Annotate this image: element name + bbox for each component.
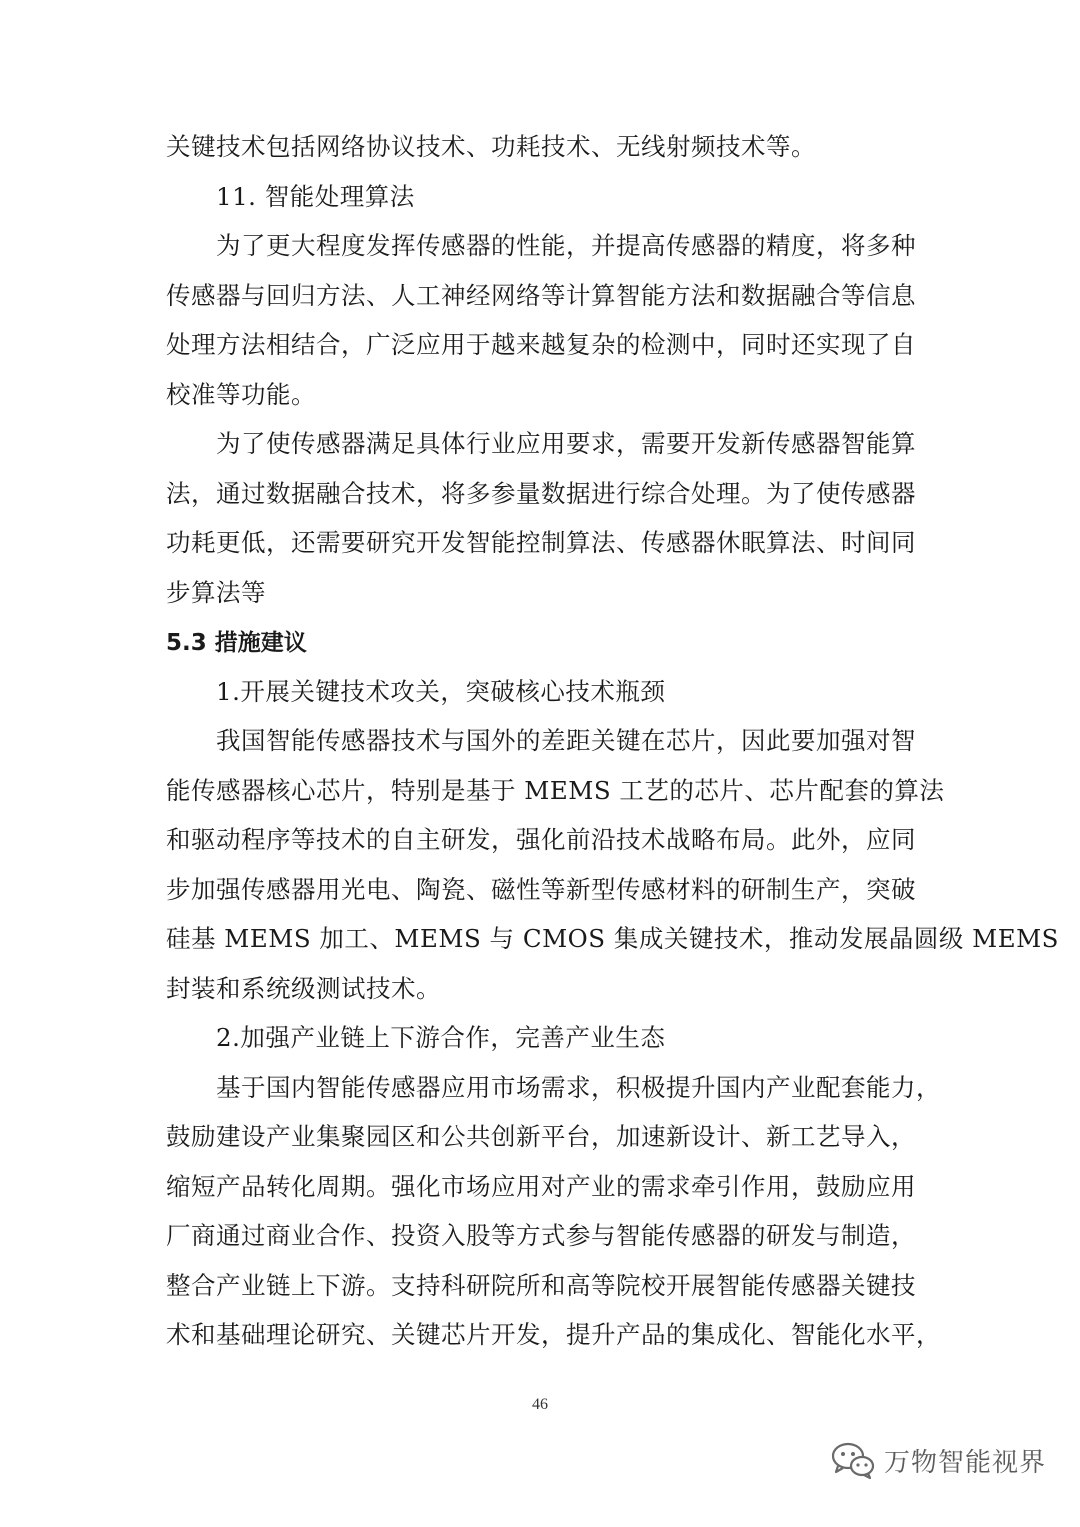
paragraph-start-line: 基于国内智能传感器应用市场需求，积极提升国内产业配套能力， xyxy=(216,1073,941,1102)
body-text-line: 功耗更低，还需要研究开发智能控制算法、传感器休眠算法、时间同 xyxy=(166,528,916,557)
watermark xyxy=(830,1440,1046,1480)
page-number: 46 xyxy=(532,1396,548,1413)
body-text-line: 厂商通过商业合作、投资入股等方式参与智能传感器的研发与制造， xyxy=(166,1221,916,1250)
paragraph-start-line: 我国智能传感器技术与国外的差距关键在芯片，因此要加强对智 xyxy=(216,726,916,755)
body-text-line: 传感器与回归方法、人工神经网络等计算智能方法和数据融合等信息 xyxy=(166,281,916,310)
body-text-line: 和驱动程序等技术的自主研发，强化前沿技术战略布局。此外，应同 xyxy=(166,825,916,854)
watermark-text: 万物智能视界 xyxy=(883,1447,1046,1478)
body-text-line: 法，通过数据融合技术，将多参量数据进行综合处理。为了使传感器 xyxy=(166,479,916,508)
body-text-line: 硅基 MEMS 加工、MEMS 与 CMOS 集成关键技术，推动发展晶圆级 MEMS xyxy=(166,924,1059,953)
body-text-line: 能传感器核心芯片，特别是基于 MEMS 工艺的芯片、芯片配套的算法 xyxy=(166,776,945,805)
body-text-line: 术和基础理论研究、关键芯片开发，提升产品的集成化、智能化水平， xyxy=(166,1320,941,1349)
body-text-line: 关键技术包括网络协议技术、功耗技术、无线射频技术等。 xyxy=(166,132,816,161)
section-heading: 5.3 措施建议 xyxy=(166,630,307,656)
body-text-line: 处理方法相结合，广泛应用于越来越复杂的检测中，同时还实现了自 xyxy=(166,330,916,359)
body-text-line: 步算法等 xyxy=(166,578,266,607)
sub-heading: 2.加强产业链上下游合作，完善产业生态 xyxy=(216,1023,666,1052)
body-text-line: 缩短产品转化周期。强化市场应用对产业的需求牵引作用，鼓励应用 xyxy=(166,1172,916,1201)
body-text-line: 鼓励建设产业集聚园区和公共创新平台，加速新设计、新工艺导入， xyxy=(166,1122,916,1151)
paragraph-start-line: 为了使传感器满足具体行业应用要求，需要开发新传感器智能算 xyxy=(216,429,916,458)
paragraph-start-line: 为了更大程度发挥传感器的性能，并提高传感器的精度，将多种 xyxy=(216,231,916,260)
sub-heading: 1.开展关键技术攻关，突破核心技术瓶颈 xyxy=(216,677,666,706)
body-text-line: 步加强传感器用光电、陶瓷、磁性等新型传感材料的研制生产，突破 xyxy=(166,875,916,904)
body-text-line: 校准等功能。 xyxy=(166,380,316,409)
body-text-line: 整合产业链上下游。支持科研院所和高等院校开展智能传感器关键技 xyxy=(166,1271,916,1300)
sub-heading: 11. 智能处理算法 xyxy=(216,182,415,211)
wechat-icon xyxy=(830,1440,876,1480)
body-text-line: 封装和系统级测试技术。 xyxy=(166,974,441,1003)
